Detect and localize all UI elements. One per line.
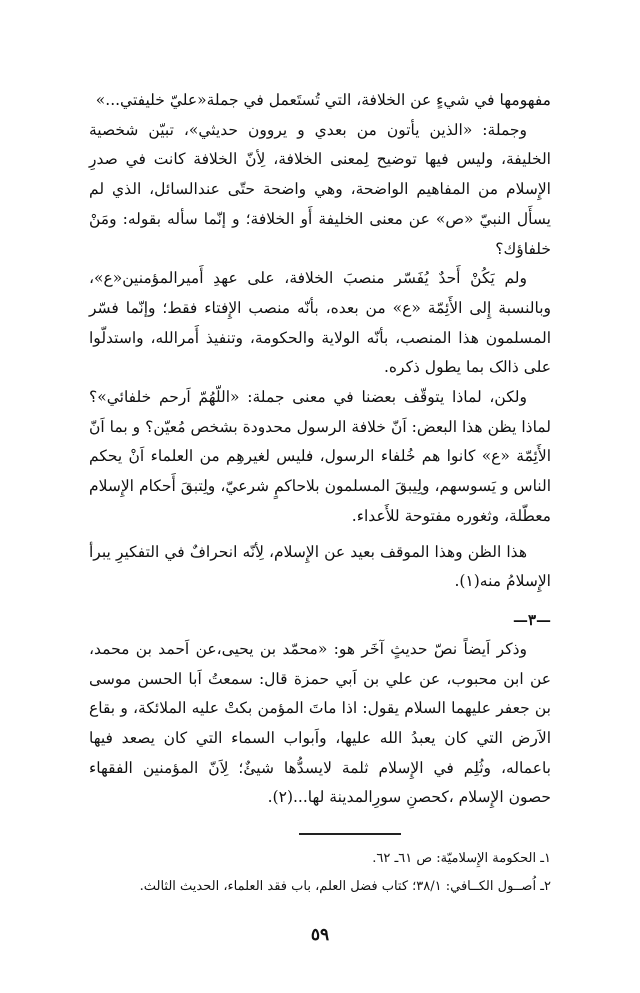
footnote-divider [299,833,401,835]
page-number: ٥٩ [310,925,330,946]
footnotes [89,845,551,901]
paragraph: ولم يَكُنْ أَحدٌ يُفَسّر منصبَ الخلافة، على عهدِ أَميرالمؤمنين«ع»، وبالنسبة إِلى الأَئِمّة «ع» من بعده، بأنّه منصب الإِفتاء فقط؛ وإنّما فسّر المسلمون هذا المنصب، بأنّه الولاية والحكومة، وتنفيذ أَمرالله، واستدلّوا على ذالک بما يطول ذكره. [89,269,551,377]
paragraph: وذكر اَيضاً نصّ حديثٍ آخَر هو: «محمّد بن يحيى،عن اَحمد بن محمد، عن ابن محبوب، عن علي بن اَبي حمزة قال: سمعتُ اَبا الحسن موسى بن جعفر عليهما السلام يقول: اذا ماتَ المؤمن بكتْ عليه الملائكة، و بقاع الاَرض التي كان يعبدُ الله عليها، واَبواب السماء التي كان يصعد فيها باعماله، وثُلِم في الإِسلام ثلمة لايسدُّها شيئٌ؛ لِاَنّ المؤمنين الفقهاء حصون الإِسلام ،كحصنِ سورِالمدينة لها...(٢). [89,639,551,807]
paragraph: هذا الظن وهذا الموقف بعيد عن الإِسلام، لِأنّه انحرافٌ في التفكيرِ يبرأ الإِسلامُ منه(١). [89,542,551,591]
footnote-2: ٢ـ اُصــول الكــافي: ٣٨/١؛ كتاب فضل العلم، باب فقد العلماء، الحديث الثالث. [139,879,551,895]
footnote-1: ١ـ الحكومة الإِسلاميّة: ص ٦١ـ ٦٢. [372,851,551,867]
paragraph: وجملة: «الذين يأتون من بعدي و يروون حديثي»، تبيّن شخصية الخليفة، وليس فيها توضيح لِمعنى الخلافة، لِأنّ الخلافة كانت في صدرِ الإِسلام من المفاهيم الواضحة، وهي واضحة حتّى عندالسائل، الذي لم يسأَل النبيّ «ص» عن معنى الخليفة أَو الخلافة؛ و إنّما سأله بقوله: ومَنْ خلفاؤك؟ [89,120,551,258]
paragraph: ولكن، لماذا يتوقّف بعضنا في معنى جملة: «اللّهُمّ اَرحم خلفائي»؟ لماذا يظن هذا البعض: اَنّ خلافة الرسول محدودة بشخص مُعيّن؟ و بما اَنّ الأَئِمّة «ع» كانوا هم خُلفاء الرسول، فليس لغيرهِم من العلماء اَنْ يحكم الناس و يَسوسهم، ولِيبقَ المسلمون بلاحاكمٍ شرعيّ، ولِتبقَ أَحكام الإِسلام معطّلة، وثغوره مفتوحة للأَعداء. [89,388,551,525]
body-text [89,86,551,813]
section-marker: —٣— [512,610,551,629]
footnote-divider-row [89,833,551,835]
paragraph-continuation: مفهومها في شيءٍ عن الخلافة، التي تُستَعمل في جملة«عليّ خليفتي...» [95,91,551,109]
